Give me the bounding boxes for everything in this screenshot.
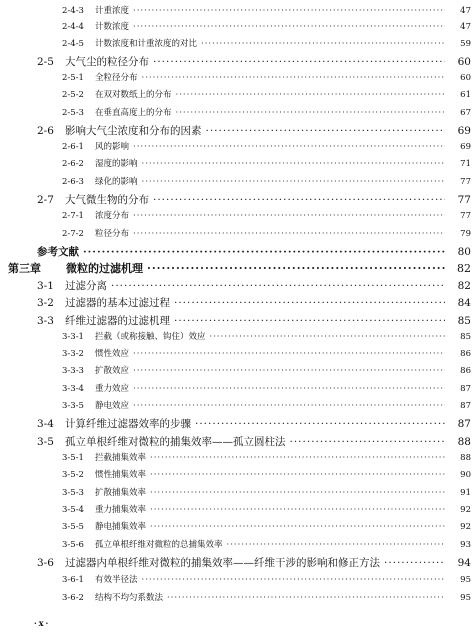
toc-entry-page: 82 [457,280,471,292]
toc-entry-number: 2-5 [37,56,54,68]
toc-entry-page: 47 [460,6,471,16]
dot-leader [201,39,445,49]
dot-leader [142,575,445,585]
toc-entry-number: 3-5-3 [62,488,84,498]
toc-entry [0,416,475,431]
toc-entry-number: 2-5-1 [62,73,84,83]
toc-entry [0,192,475,207]
toc-entry-title: 在双对数纸上的分布 [95,90,172,100]
toc-entry [0,209,475,221]
toc-entry-number: 3-5-1 [62,453,84,463]
toc-entry-page: 87 [460,384,471,394]
dot-leader [150,470,445,480]
toc-entry-page: 86 [460,366,471,376]
toc-entry-title: 惯性效应 [95,349,130,359]
toc-entry-number: 2-5-2 [62,90,84,100]
toc-entry-title: 过滤器的基本过滤过程 [65,297,170,309]
toc-entry-title: 孤立单根纤维对微粒的捕集效率——孤立圆柱法 [65,436,286,448]
toc-entry-page: 87 [457,418,471,430]
dot-leader [111,280,445,292]
dot-leader [133,22,445,32]
dot-leader [210,332,445,342]
dot-leader [133,229,445,239]
toc-entry-title: 孤立单根纤维对微粒的总捕集效率 [95,540,223,550]
toc-entry-number: 2-7 [37,194,54,206]
toc-entry-title: 湿度的影响 [95,159,138,169]
toc-entry-title: 拦截（或称接触、钩住）效应 [95,332,206,342]
toc-entry-page: 93 [460,540,471,550]
toc-entry [0,71,475,83]
toc-entry [0,106,475,118]
toc-entry [0,555,475,570]
dot-leader [153,56,445,68]
toc-entry [0,330,475,342]
toc-entry-title: 全粒径分布 [95,73,138,83]
toc-entry [0,573,475,585]
toc-entry-number: 3-3-1 [62,332,84,342]
dot-leader [150,522,445,532]
toc-entry-title: 参考文献 [37,246,79,258]
toc-entry-title: 微粒的过滤机理 [66,262,143,275]
dot-leader [150,453,445,463]
toc-entry-page: 69 [460,142,471,152]
toc-entry [0,591,475,603]
dot-leader [133,401,445,411]
toc-entry-title: 纤维过滤器的过滤机理 [65,315,170,327]
toc-entry-page: 92 [460,505,471,515]
dot-leader [147,262,445,275]
toc-entry-number: 2-7-1 [62,211,84,221]
toc-entry-title: 拦截捕集效率 [95,453,147,463]
dot-leader [176,108,445,118]
dot-leader [133,384,445,394]
toc-entry [0,347,475,359]
toc-entry-title: 绿化的影响 [95,177,138,187]
toc-entry-title: 粒径分布 [95,229,130,239]
toc-entry-title: 扩散捕集效率 [95,488,147,498]
toc-entry-title: 计数浓度和计重浓度的对比 [95,39,198,49]
toc-entry-number: 3-4 [37,418,54,430]
toc-entry-page: 77 [460,211,471,221]
toc-entry-title: 有效半径法 [95,575,138,585]
toc-entry-number: 3-5-5 [62,522,84,532]
toc-entry-title: 影响大气尘浓度和分布的因素 [65,125,202,137]
toc-entry [0,88,475,100]
toc-entry-page: 59 [460,39,471,49]
toc-entry-page: 92 [460,522,471,532]
toc-entry [0,260,475,276]
toc-entry [0,503,475,515]
toc-entry-title: 静电效应 [95,401,130,411]
toc-entry [0,399,475,411]
toc-entry-title: 惯性捕集效率 [95,470,147,480]
toc-entry-page: 86 [460,349,471,359]
toc-entry [0,364,475,376]
toc-entry [0,538,475,550]
dot-leader [142,73,445,83]
toc-entry-number: 3-3-3 [62,366,84,376]
toc-entry [0,278,475,293]
toc-entry-title: 大气尘的粒径分布 [65,56,149,68]
toc-entry-title: 重力效应 [95,384,130,394]
toc-entry-number: 3-3-4 [62,384,84,394]
toc-entry-page: 95 [460,593,471,603]
toc-entry-page: 87 [460,401,471,411]
toc-entry [0,244,475,259]
dot-leader [133,349,445,359]
toc-entry-page: 91 [460,488,471,498]
toc-entry-page: 69 [457,125,471,137]
toc-entry-number: 3-2 [37,297,54,309]
toc-entry [0,227,475,239]
toc-entry-page: 79 [460,229,471,239]
dot-leader [290,436,446,448]
dot-leader [142,177,445,187]
toc-entry-page: 60 [460,73,471,83]
toc-entry-number: 3-3-2 [62,349,84,359]
toc-entry-page: 80 [457,246,471,258]
dot-leader [174,297,445,309]
page-number-footer: ·x· [34,618,51,628]
toc-entry-title: 风的影响 [95,142,130,152]
toc-entry-page: 85 [460,332,471,342]
dot-leader [83,246,445,258]
toc-entry-number: 3-3-5 [62,401,84,411]
toc-entry-title: 浓度分布 [95,211,130,221]
toc-entry-page: 95 [460,575,471,585]
toc-entry-number: 2-4-3 [62,6,84,16]
toc-entry-number: 3-5-2 [62,470,84,480]
toc-entry [0,520,475,532]
toc-entry [0,54,475,69]
dot-leader [384,557,445,569]
dot-leader [133,142,445,152]
toc-entry-page: 85 [457,315,471,327]
toc-entry-title: 静电捕集效率 [95,522,147,532]
toc-entry [0,451,475,463]
toc-entry [0,295,475,310]
toc-entry [0,37,475,49]
toc-entry [0,157,475,169]
toc-entry-number: 2-4-5 [62,39,84,49]
toc-entry-number: 2-6-3 [62,177,84,187]
toc-entry-number: 2-5-3 [62,108,84,118]
toc-entry-page: 90 [460,470,471,480]
toc-entry [0,468,475,480]
toc-entry-title: 计重浓度 [95,6,130,16]
toc-entry [0,123,475,138]
dot-leader [133,6,445,16]
toc-entry-title: 大气微生物的分布 [65,194,149,206]
toc-entry-title: 过滤器内单根纤维对微粒的捕集效率——纤维干涉的影响和修正方法 [65,557,380,569]
dot-leader [142,159,445,169]
dot-leader [153,194,445,206]
toc-entry-number: 3-5 [37,436,54,448]
toc-entry-page: 61 [460,90,471,100]
toc-entry-page: 88 [460,453,471,463]
dot-leader [227,540,445,550]
toc-entry-page: 77 [460,177,471,187]
toc-entry-number: 3-5-4 [62,505,84,515]
dot-leader [133,211,445,221]
toc-entry-number: 2-6-1 [62,142,84,152]
toc-entry-title: 计数浓度 [95,22,130,32]
toc-entry-number: 2-6 [37,125,54,137]
toc-entry-page: 88 [457,436,471,448]
toc-entry [0,20,475,32]
toc-entry-number: 第三章 [8,262,41,275]
toc-entry [0,434,475,449]
toc-entry [0,382,475,394]
toc-entry [0,140,475,152]
dot-leader [195,418,445,430]
dot-leader [167,593,445,603]
toc-entry-title: 在垂直高度上的分布 [95,108,172,118]
toc-entry-page: 94 [457,557,471,569]
toc-entry-number: 2-4-4 [62,22,84,32]
dot-leader [150,488,445,498]
toc-entry-page: 67 [460,108,471,118]
toc-entry-number: 3-6-1 [62,575,84,585]
toc-entry-title: 计算纤维过滤器效率的步骤 [65,418,191,430]
toc-entry-number: 3-1 [37,280,54,292]
toc-entry-page: 82 [457,262,471,275]
toc-entry-number: 2-7-2 [62,229,84,239]
toc-entry-page: 77 [457,194,471,206]
toc-entry-title: 结构不均匀系数法 [95,593,164,603]
toc-entry-title: 扩散效应 [95,366,130,376]
toc-entry-page: 47 [460,22,471,32]
toc-entry [0,486,475,498]
toc-entry-number: 3-5-6 [62,540,84,550]
dot-leader [133,366,445,376]
dot-leader [206,125,446,137]
toc-entry-title: 重力捕集效率 [95,505,147,515]
toc-entry [0,313,475,328]
dot-leader [176,90,445,100]
dot-leader [174,315,445,327]
toc-entry-page: 71 [460,159,471,169]
toc-entry-page: 60 [457,56,471,68]
toc-entry-number: 2-6-2 [62,159,84,169]
dot-leader [150,505,445,515]
toc-entry-number: 3-6 [37,557,54,569]
toc-entry-number: 3-6-2 [62,593,84,603]
toc-entry-number: 3-3 [37,315,54,327]
toc-entry [0,175,475,187]
toc-entry-page: 84 [457,297,471,309]
toc-entry-title: 过滤分离 [65,280,107,292]
toc-entry [0,4,475,16]
